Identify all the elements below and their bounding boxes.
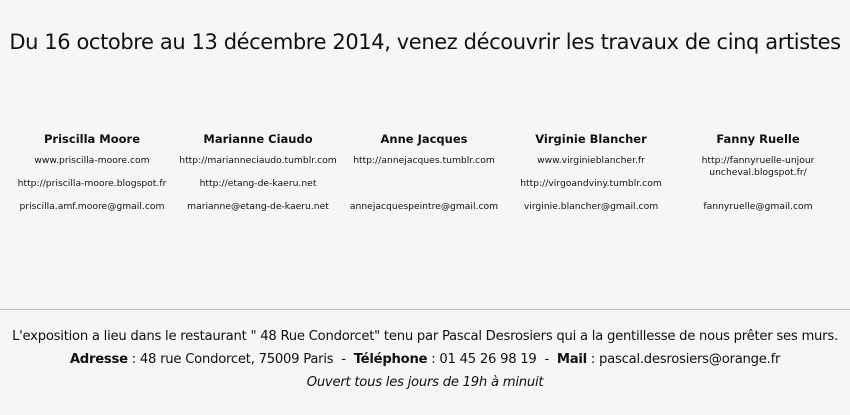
artist-blog-link[interactable]: http://priscilla-moore.blogspot.fr <box>17 178 167 189</box>
artist-blog-link[interactable]: http://virgoandviny.tumblr.com <box>520 178 662 189</box>
page-headline: Du 16 octobre au 13 décembre 2014, venez découvrir les travaux de cinq artistes <box>9 30 841 54</box>
artist-column-priscilla-moore <box>8 132 176 224</box>
artist-website-link[interactable]: http://marianneciaudo.tumblr.com <box>179 155 337 166</box>
opening-hours: Ouvert tous les jours de 19h à minuit <box>306 375 544 390</box>
section-divider <box>0 309 850 310</box>
artist-name: Virginie Blancher <box>535 132 647 146</box>
artist-column-anne-jacques <box>340 132 508 224</box>
artist-email-link[interactable]: priscilla.amf.moore@gmail.com <box>19 201 165 212</box>
artist-column-fanny-ruelle <box>674 132 842 224</box>
artist-blog-link[interactable]: http://fannyruelle-unjour uncheval.blogspot.fr/ <box>701 155 815 178</box>
phone-label: Téléphone <box>353 352 428 367</box>
venue-description: L'exposition a lieu dans le restaurant " 48 Rue Condorcet" tenu par Pascal Desrosiers qui a la gentillesse de nous prêter ses murs. <box>12 329 838 344</box>
artists-section <box>0 132 850 232</box>
artist-name: Marianne Ciaudo <box>203 132 313 146</box>
artist-email-link[interactable]: fannyruelle@gmail.com <box>703 201 813 212</box>
address-value: : 48 rue Condorcet, 75009 Paris <box>131 352 334 367</box>
artist-column-virginie-blancher <box>507 132 675 224</box>
artist-website-link[interactable]: www.virginieblancher.fr <box>537 155 645 166</box>
artist-email-link[interactable]: virginie.blancher@gmail.com <box>523 201 659 212</box>
mail-label: Mail <box>556 352 587 367</box>
artist-name: Fanny Ruelle <box>716 132 800 146</box>
address-label: Adresse <box>69 352 128 367</box>
artist-blog-link <box>340 178 508 201</box>
artist-name: Priscilla Moore <box>43 132 140 146</box>
artist-name: Anne Jacques <box>380 132 468 146</box>
phone-value: : 01 45 26 98 19 <box>431 352 537 367</box>
artist-column-marianne-ciaudo <box>174 132 342 224</box>
artist-email-link[interactable]: marianne@etang-de-kaeru.net <box>187 201 329 212</box>
artist-email-link[interactable]: annejacquespeintre@gmail.com <box>349 201 499 212</box>
artist-blank-line <box>674 178 842 201</box>
separator: - <box>341 352 346 367</box>
artist-website-link[interactable]: www.priscilla-moore.com <box>34 155 150 166</box>
artist-blog-link[interactable]: http://etang-de-kaeru.net <box>199 178 317 189</box>
artist-website-link[interactable]: http://annejacques.tumblr.com <box>353 155 495 166</box>
separator: - <box>544 352 549 367</box>
contact-line <box>0 352 850 367</box>
mail-value[interactable]: : pascal.desrosiers@orange.fr <box>590 352 781 367</box>
